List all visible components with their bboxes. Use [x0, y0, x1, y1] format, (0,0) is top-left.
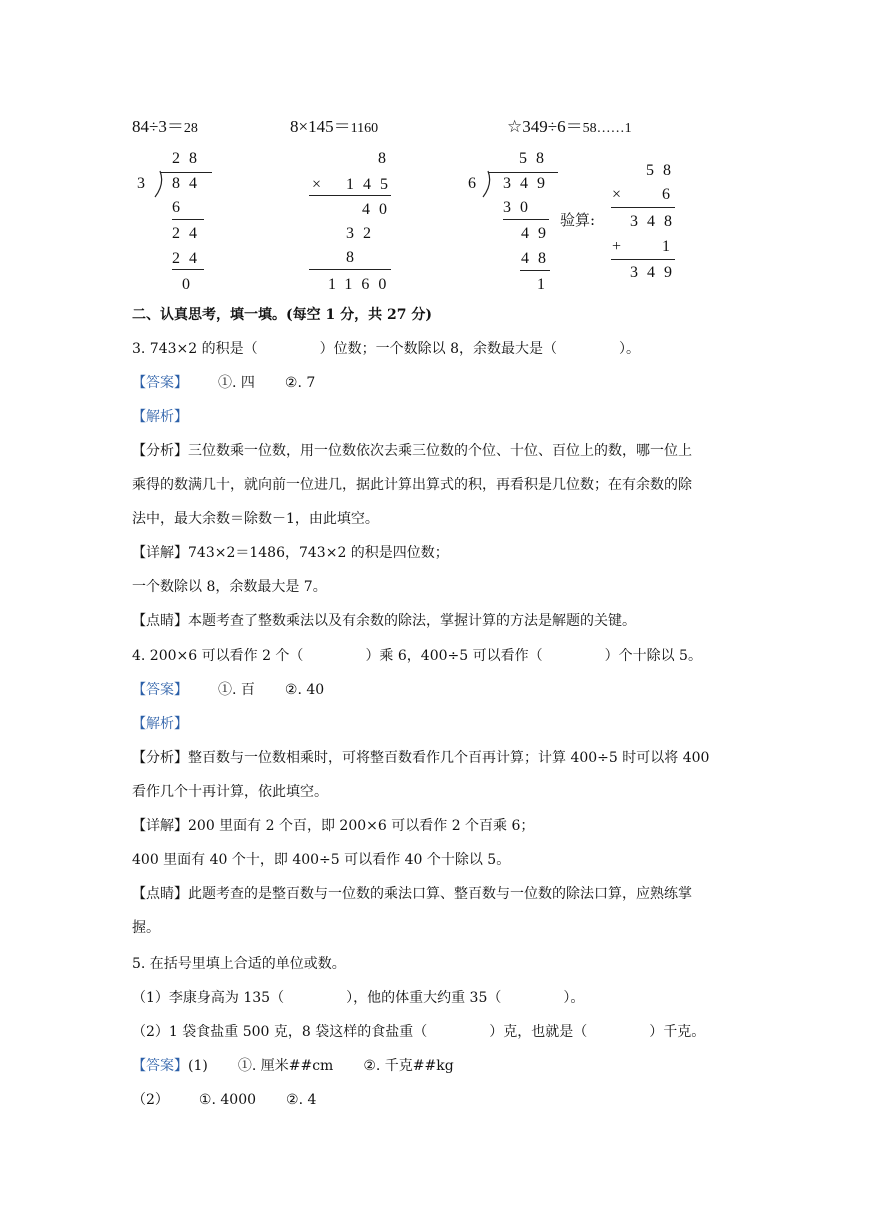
- check-row-1: 58: [646, 162, 680, 179]
- q4-analysis-label: 【解析】: [132, 716, 188, 732]
- q4-xiangjie-line-1: [132, 819, 534, 833]
- equation-2-expr: 8×145＝: [290, 117, 351, 136]
- q4-answer-label: 【答案】: [132, 682, 188, 698]
- question-3: [132, 342, 640, 356]
- division-1-quotient: 28: [172, 150, 206, 167]
- q3-answer: [132, 376, 315, 390]
- q5-answer-2-a: ①. 4000: [198, 1092, 257, 1108]
- q3-answer-label: 【答案】: [132, 375, 188, 391]
- equation-3-expr: ☆349÷6＝: [507, 117, 583, 136]
- q5-sub2-text-2: ）克，也就是（: [489, 1024, 588, 1040]
- q3-text-3: ）。: [618, 341, 640, 357]
- q4-text-3: ）个十除以 5。: [604, 648, 702, 664]
- q5-sub1-text-1: （1）李康身高为 135（: [132, 990, 285, 1006]
- question-4: [132, 649, 702, 663]
- q4-xiangjie-text-1: 200 里面有 2 个百，即 200×6 可以看作 2 个百乘 6；: [188, 818, 535, 834]
- equation-1: [132, 112, 198, 137]
- q4-dianjing-text-1: 此题考查的是整百数与一位数的乘法口算、整百数与一位数的除法口算，应熟练掌: [188, 886, 692, 902]
- mult-1-line-1: [309, 195, 391, 196]
- q5-answer-2: [132, 1093, 316, 1107]
- equation-2-result: 1160: [350, 121, 379, 136]
- q5-sub2-text-1: （2）1 袋食盐重 500 克，8 袋这样的食盐重（: [132, 1024, 428, 1040]
- q3-text-2: ）位数；一个数除以 8，余数最大是（: [319, 341, 557, 357]
- check-row-5: 349: [630, 264, 681, 281]
- q4-fenxi-label: 【分析】: [132, 750, 188, 766]
- check-row-2: 6: [662, 186, 679, 203]
- q5-answer-2-prefix: （2）: [132, 1092, 169, 1108]
- division-2-line-2: [520, 270, 550, 271]
- q4-answer-2: ②. 40: [284, 682, 325, 698]
- q3-xiangjie-line-1: [132, 546, 449, 560]
- division-2-dividend: 349: [503, 175, 554, 192]
- equation-2: [290, 112, 378, 137]
- equation-3-result: 58……1: [582, 121, 632, 136]
- q3-fenxi-line-3: 法中，最大余数＝除数－1，由此填空。: [132, 511, 379, 527]
- q3-analysis-label: 【解析】: [132, 409, 188, 425]
- q3-dianjing-text-1: 本题考查了整数乘法以及有余数的除法，掌握计算的方法是解题的关键。: [188, 613, 636, 629]
- check-row-4: 1: [662, 238, 679, 255]
- division-1-step-3: 24: [172, 250, 206, 267]
- division-1-dividend: 84: [172, 175, 206, 192]
- division-1-step-1: 6: [172, 199, 189, 216]
- q4-fenxi-text-1: 整百数与一位数相乘时，可将整百数看作几个百再计算；计算 400÷5 时可以将 400: [188, 750, 710, 766]
- q3-fenxi-line-1: [132, 444, 692, 458]
- section-title: 二、认真思考，填一填。(每空 1 分，共 27 分): [132, 307, 432, 323]
- q5-answer-1-a: ①. 厘米##cm: [237, 1058, 334, 1074]
- question-5-stem: 5. 在括号里填上合适的单位或数。: [132, 956, 346, 972]
- division-2-remainder: 1: [537, 276, 554, 293]
- q5-answer-label: 【答案】: [132, 1058, 188, 1074]
- mult-1-partial-3: 8: [346, 249, 363, 266]
- q3-dianjing-line-1: [132, 614, 636, 628]
- q5-sub-2: [132, 1025, 705, 1039]
- q3-answer-2: ②. 7: [284, 375, 316, 391]
- q4-fenxi-line-1: [132, 751, 709, 765]
- division-2-quotient: 58: [519, 150, 553, 167]
- mult-1-times: ×: [312, 176, 331, 193]
- division-1-remainder: 0: [182, 276, 199, 293]
- check-label: 验算:: [560, 211, 596, 229]
- mult-1-row-1: 8: [378, 150, 395, 167]
- q3-text-1: 3. 743×2 的积是（: [132, 341, 258, 357]
- equation-1-expr: 84÷3＝: [132, 117, 184, 136]
- q5-sub1-text-2: ），他的体重大约重 35（: [346, 990, 502, 1006]
- division-1-divisor: 3: [137, 175, 154, 192]
- q4-text-1: 4. 200×6 可以看作 2 个（: [132, 648, 304, 664]
- q4-fenxi-line-2: 看作几个十再计算，依此填空。: [132, 784, 328, 800]
- q4-xiangjie-label: 【详解】: [132, 818, 188, 834]
- q5-sub2-text-3: ）千克。: [649, 1024, 706, 1040]
- division-2-step-3: 48: [521, 250, 555, 267]
- division-1-bracket: [153, 170, 165, 198]
- q5-answer-2-b: ②. 4: [286, 1092, 317, 1108]
- check-plus: +: [612, 238, 631, 255]
- q3-xiangjie-line-2: 一个数除以 8，余数最大是 7。: [132, 579, 327, 595]
- equation-1-result: 28: [183, 121, 198, 136]
- mult-1-line-2: [309, 269, 391, 270]
- check-row-3: 348: [630, 213, 681, 230]
- division-2-step-1: 30: [503, 199, 537, 216]
- division-2-bar: [488, 172, 558, 173]
- division-1-line-1: [172, 219, 204, 220]
- q4-dianjing-line-1: [132, 887, 692, 901]
- division-1-line-2: [172, 269, 204, 270]
- division-2-divisor: 6: [468, 175, 485, 192]
- q3-dianjing-label: 【点睛】: [132, 613, 188, 629]
- mult-1-partial-2: 32: [346, 225, 380, 242]
- equation-3: [507, 112, 632, 137]
- q4-dianjing-line-2: 握。: [132, 920, 160, 936]
- q4-text-2: ）乘 6，400÷5 可以看作（: [365, 648, 543, 664]
- division-1-bar: [160, 172, 212, 173]
- mult-1-total: 1160: [328, 276, 396, 293]
- q5-answer-1: [132, 1059, 454, 1073]
- q4-dianjing-label: 【点睛】: [132, 886, 188, 902]
- check-line-1: [611, 207, 675, 208]
- q5-answer-1-b: ②. 千克##kg: [363, 1058, 454, 1074]
- division-2-step-2: 49: [521, 225, 555, 242]
- q5-answer-1-prefix: (1): [188, 1058, 208, 1074]
- q5-sub1-text-3: ）。: [563, 990, 585, 1006]
- check-times: ×: [612, 186, 631, 203]
- q3-fenxi-text-1: 三位数乘一位数，用一位数依次去乘三位数的个位、十位、百位上的数，哪一位上: [188, 443, 692, 459]
- q3-fenxi-line-2: 乘得的数满几十，就向前一位进几，据此计算出算式的积，再看积是几位数；在有余数的除: [132, 477, 692, 493]
- q3-answer-1: ①. 四: [218, 375, 255, 391]
- check-line-2: [611, 259, 675, 260]
- mult-1-row-2: 145: [346, 176, 397, 193]
- q5-sub-1: [132, 991, 584, 1005]
- mult-1-partial-1: 40: [362, 201, 396, 218]
- q4-answer: [132, 683, 324, 697]
- q3-fenxi-label: 【分析】: [132, 443, 188, 459]
- q3-xiangjie-label: 【详解】: [132, 545, 188, 561]
- q4-answer-1: ①. 百: [218, 682, 255, 698]
- division-2-line-1: [503, 219, 549, 220]
- division-1-step-2: 24: [172, 225, 206, 242]
- q3-xiangjie-text-1: 743×2＝1486，743×2 的积是四位数；: [188, 545, 449, 561]
- q4-xiangjie-line-2: 400 里面有 40 个十，即 400÷5 可以看作 40 个十除以 5。: [132, 852, 511, 868]
